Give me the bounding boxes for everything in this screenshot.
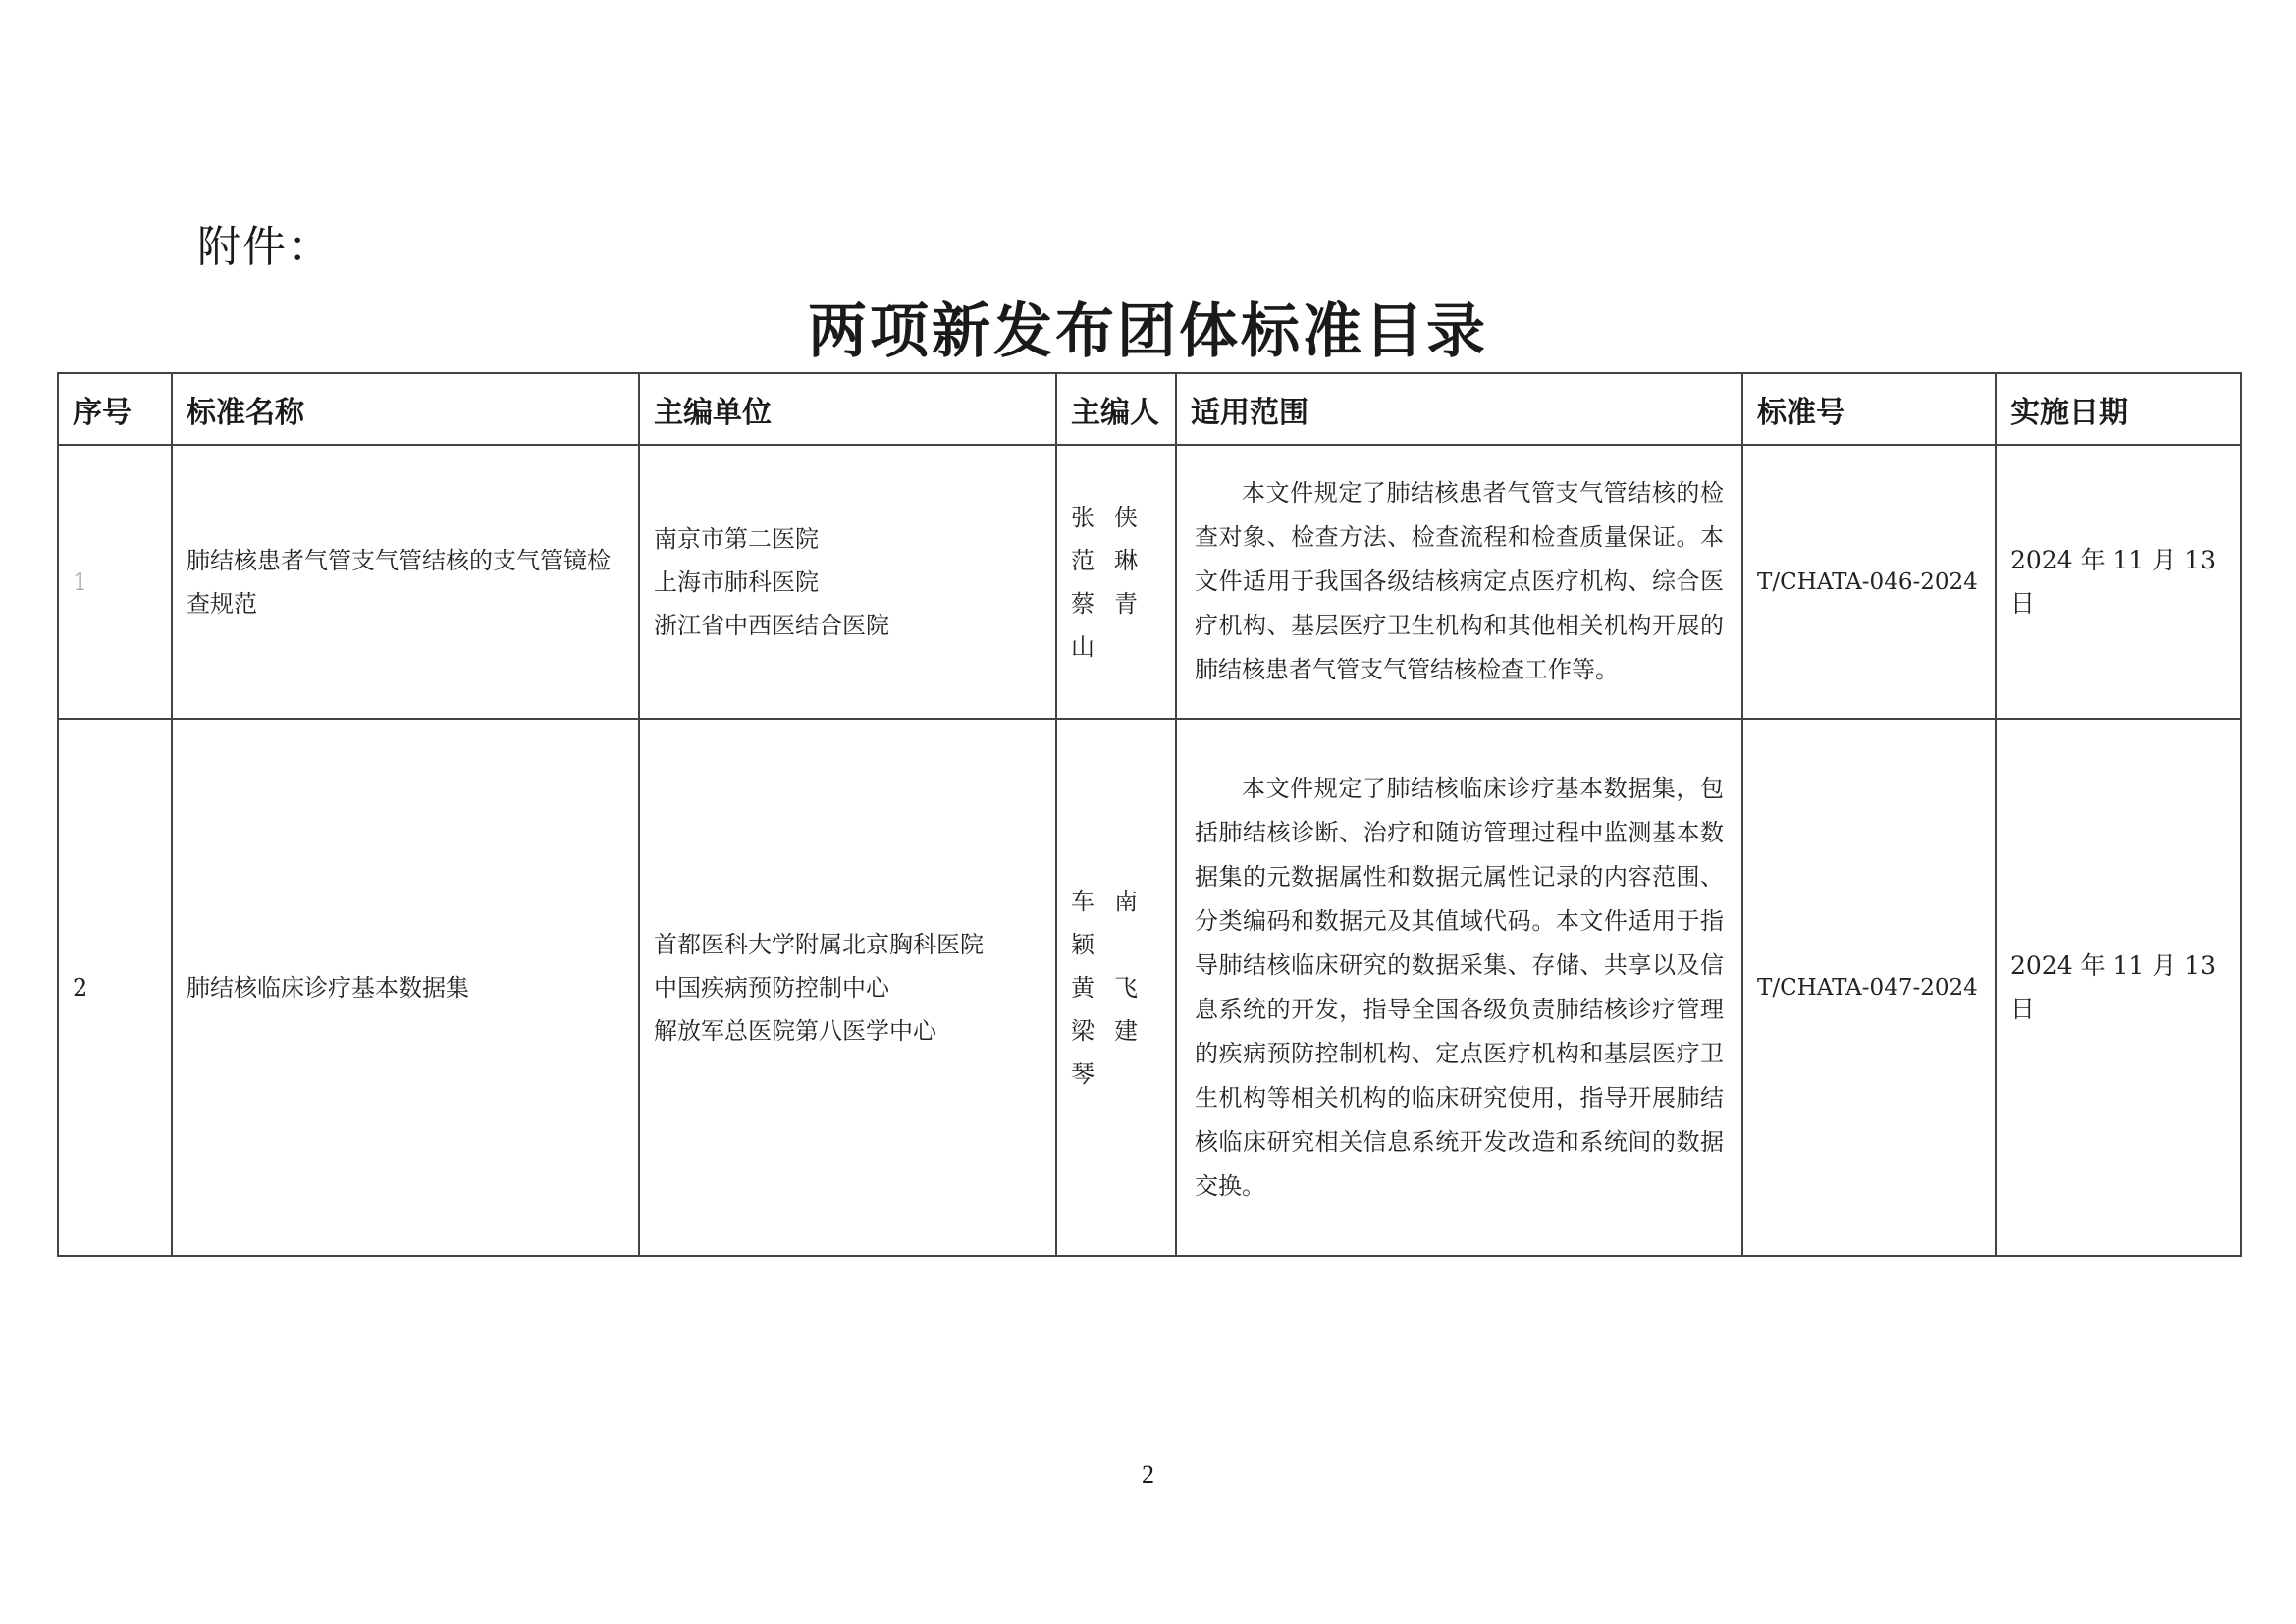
chief-unit-cell [639,719,1056,1256]
header-row [58,373,2241,445]
chief-unit-cell [639,445,1056,719]
effective-date-cell: 2024 年 11 月 13 日 [1996,445,2241,719]
standard-name-cell: 肺结核临床诊疗基本数据集 [172,719,639,1256]
chief-unit-item: 解放军总医院第八医学中心 [654,1016,936,1045]
chief-unit-item: 中国疾病预防控制中心 [654,973,889,1001]
chief-editor-item: 车南颖 [1071,887,1138,958]
chief-editor-item: 范 琳 [1071,546,1138,574]
chief-editor-item: 梁建琴 [1071,1016,1138,1088]
chief-unit-item: 首都医科大学附属北京胸科医院 [654,930,984,958]
chief-unit-item: 浙江省中西医结合医院 [654,611,889,639]
scope-cell: 本文件规定了肺结核临床诊疗基本数据集，包括肺结核诊断、治疗和随访管理过程中监测基本数据集的元数据属性和数据元属性记录的内容范围、分类编码和数据元及其值域代码。本文件适用于指导肺结核临床研究的数据采集、存储、共享以及信息系统的开发，指导全国各级负责肺结核诊疗管理的疾病预防控制机构、定点医疗机构和基层医疗卫生机构等相关机构的临床研究使用，指导开展肺结核临床研究相关信息系统开发改造和系统间的数据交换。 [1176,719,1742,1256]
standards-table [57,372,2242,1257]
document-title: 两项新发布团体标准目录 [808,298,1488,366]
table-header [58,373,2241,445]
header-scope: 适用范围 [1176,373,1742,445]
effective-date-cell: 2024 年 11 月 13 日 [1996,719,2241,1256]
header-standard-name: 标准名称 [172,373,639,445]
header-chief-unit: 主编单位 [639,373,1056,445]
header-serial-no: 序号 [58,373,172,445]
page-number: 2 [1142,1460,1154,1489]
standard-code-cell: T/CHATA-047-2024 [1742,719,1996,1256]
chief-editor-item: 黄 飞 [1071,973,1138,1001]
chief-editor-item: 蔡青山 [1071,589,1138,661]
header-chief-editor: 主编人 [1056,373,1176,445]
table-row [58,445,2241,719]
chief-editor-cell [1056,445,1176,719]
chief-unit-item: 南京市第二医院 [654,524,819,553]
serial-no-cell: 1 [58,445,172,719]
scope-cell: 本文件规定了肺结核患者气管支气管结核的检查对象、检查方法、检查流程和检查质量保证。本文件适用于我国各级结核病定点医疗机构、综合医疗机构、基层医疗卫生机构和其他相关机构开展的肺结核患者气管支气管结核检查工作等。 [1176,445,1742,719]
table-body [58,445,2241,1256]
header-effective-date: 实施日期 [1996,373,2241,445]
header-standard-code: 标准号 [1742,373,1996,445]
serial-no-cell: 2 [58,719,172,1256]
standard-name-cell: 肺结核患者气管支气管结核的支气管镜检查规范 [172,445,639,719]
standard-code-cell: T/CHATA-046-2024 [1742,445,1996,719]
chief-unit-item: 上海市肺科医院 [654,568,819,596]
chief-editor-item: 张 侠 [1071,503,1138,531]
chief-editor-cell [1056,719,1176,1256]
attachment-label: 附件： [197,222,333,272]
table-row [58,719,2241,1256]
